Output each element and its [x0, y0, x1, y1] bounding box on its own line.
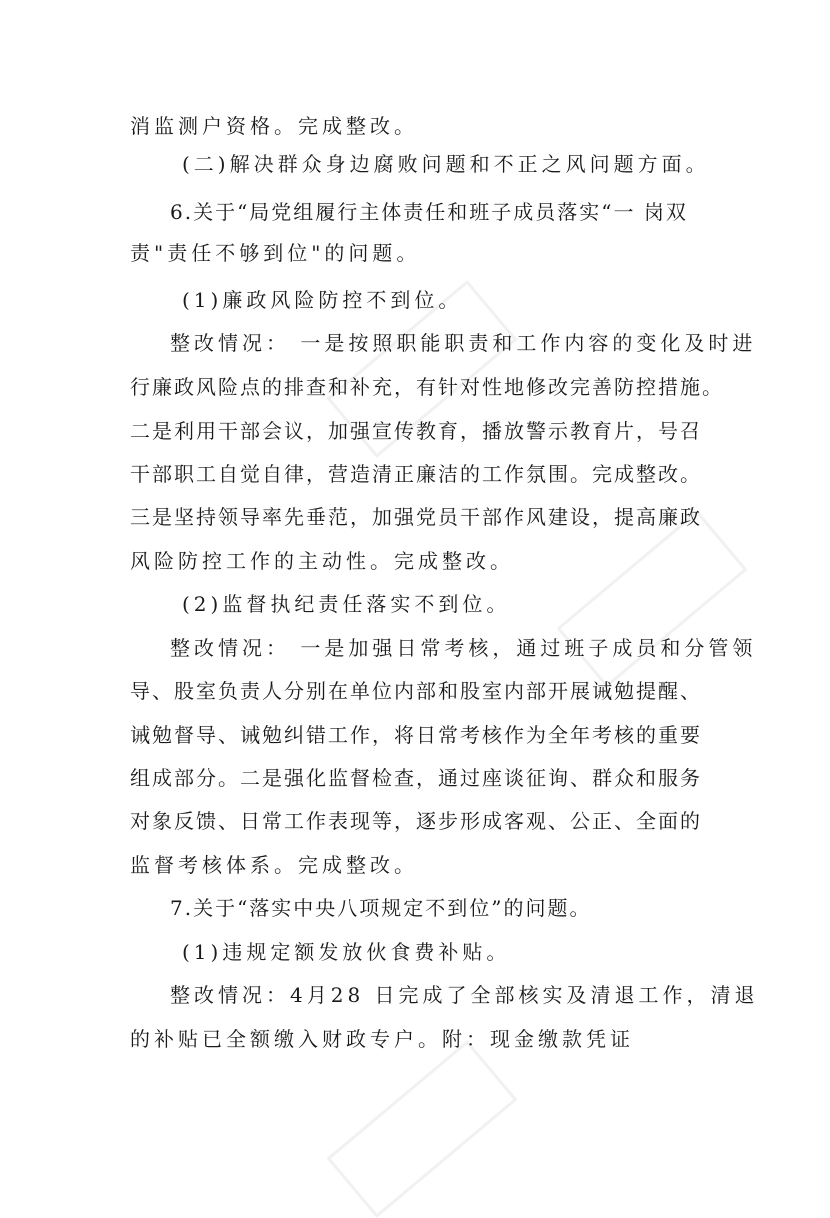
item-heading: 7.关于“落实中央八项规定不到位”的问题。 [170, 896, 592, 920]
paragraph-line: 组成部分。二是强化监督检查，通过座谈征询、群众和服务 [130, 766, 702, 790]
subitem-heading: (1)违规定额发放伙食费补贴。 [182, 940, 511, 964]
paragraph-line: 三是坚持领导率先垂范，加强党员干部作风建设，提高廉政 [130, 505, 702, 529]
paragraph-line: 导、股室负责人分别在单位内部和股室内部开展诫勉提醒、 [130, 679, 702, 703]
watermark-stamp [326, 1040, 517, 1218]
paragraph-line: 整改情况：4月28 日完成了全部核实及清退工作，清退 [170, 983, 759, 1007]
paragraph-line: 诫勉督导、诫勉纠错工作，将日常考核作为全年考核的重要 [130, 723, 702, 747]
paragraph-line: 二是利用干部会议，加强宣传教育，播放警示教育片，号召 [130, 419, 702, 443]
paragraph-line: 干部职工自觉自律，营造清正廉洁的工作氛围。完成整改。 [130, 462, 702, 486]
item-heading: 6.关于“局党组履行主体责任和班子成员落实“一 岗双 [170, 200, 688, 224]
paragraph-line: 整改情况： 一是按照职能职责和工作内容的变化及时进 [170, 331, 757, 355]
subitem-heading: (2)监督执纪责任落实不到位。 [182, 592, 511, 616]
paragraph-line: 风险防控工作的主动性。完成整改。 [130, 549, 514, 573]
paragraph-line: 整改情况： 一是加强日常考核，通过班子成员和分管领 [170, 636, 757, 660]
paragraph-line: 对象反馈、日常工作表现等，逐步形成客观、公正、全面的 [130, 809, 702, 833]
paragraph-line: 行廉政风险点的排查和补充，有针对性地修改完善防控措施。 [130, 375, 724, 399]
section-heading: (二)解决群众身边腐败问题和不正之风问题方面。 [182, 152, 710, 176]
subitem-heading: (1)廉政风险防控不到位。 [182, 288, 463, 312]
item-heading-cont: 责"责任不够到位"的问题。 [130, 241, 421, 265]
paragraph-line: 的补贴已全额缴入财政专户。附：现金缴款凭证 [130, 1027, 634, 1051]
paragraph-line: 监督考核体系。完成整改。 [130, 853, 418, 877]
paragraph-line: 消监测户资格。完成整改。 [130, 114, 418, 138]
